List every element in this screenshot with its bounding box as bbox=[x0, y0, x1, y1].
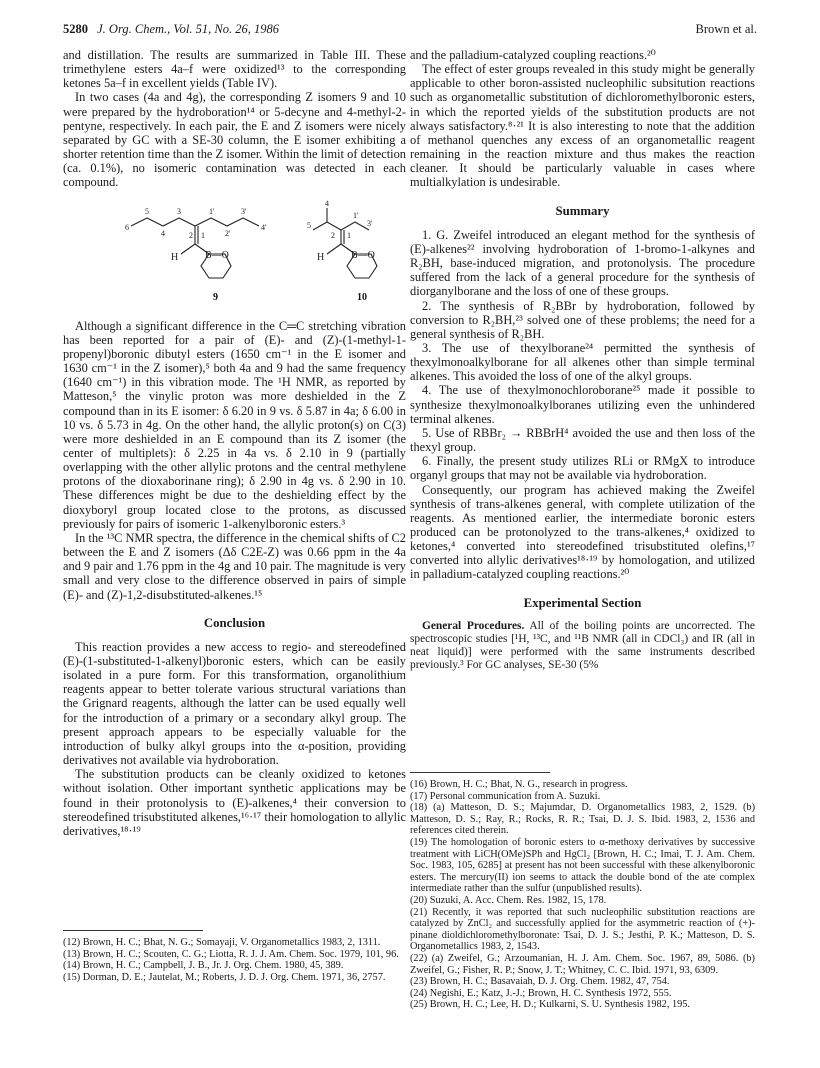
paragraph: Consequently, our program has achieved making the Zweifel synthesis of trans-alkenes general, with complete utilization of the reagents. As mentioned earlier, the intermediate boronic esters produced can be protonolyzed to the trans-alkenes,⁴ oxidized to ketones,⁴ converted into stereodefined trisubstituted olefins,¹⁷ converted into allylic derivatives¹⁸·¹⁹ by homologation, and utilized in palladium-catalyzed coupling reactions.²⁰ bbox=[410, 482, 755, 582]
paragraph: and distillation. The results are summarized in Table III. These trimethylene esters 4a–f were oxidized¹³ to the corresponding ketones 5a–f in excellent yields (Table IV). bbox=[63, 48, 406, 91]
footnote: (13) Brown, H. C.; Scouten, C. G.; Liotta, R. J. J. Am. Chem. Soc. 1979, 101, 96. bbox=[63, 948, 399, 960]
footnote: (20) Suzuki, A. Acc. Chem. Res. 1982, 15, 178. bbox=[410, 894, 607, 906]
compound-number-9: 9 bbox=[213, 291, 218, 303]
summary-item: 3. The use of thexylborane²⁴ permitted the synthesis of thexylmonoalkylborane for all alkenes other than simple terminal alkenes. This avoided the loss of one of the alkyl groups. bbox=[410, 340, 755, 384]
summary-item: 5. Use of RBBr₂ → RBBrH⁴ avoided the use and then loss of the thexyl group. bbox=[410, 425, 755, 455]
run-in-heading: General Procedures. bbox=[422, 619, 525, 632]
atom-number: 4 bbox=[161, 228, 165, 238]
paragraph: In the ¹³C NMR spectra, the difference in the chemical shifts of C2 between the E and Z isomers (Δδ C2E-Z) was 0.66 ppm in the 4a and 9 pair and 1.76 ppm in the 4g and 10 pair. The magnitude is very small and very close to the difference observed in pairs of simple (E)- and (Z)-1,2-disubstituted-alkenes.¹⁵ bbox=[63, 530, 406, 602]
atom-number: 1' bbox=[353, 210, 359, 220]
boron-oxygen-label: B—O bbox=[205, 249, 229, 261]
paragraph-text: All of the boiling points are uncorrected. The spectroscopic studies [¹H, ¹³C, and ¹¹B NMR (all in CDCl₃) and IR (all in neat liquid)] were performed with the same instruments described previously.³ For GC analyses, SE-30 (5% bbox=[410, 619, 755, 671]
left-column bbox=[63, 48, 406, 838]
atom-number: 2 bbox=[189, 230, 193, 240]
header-authors: Brown et al. bbox=[695, 22, 757, 36]
page-number: 5280 bbox=[63, 22, 88, 36]
atom-number: 4' bbox=[261, 222, 267, 232]
atom-number: 3' bbox=[241, 206, 247, 216]
journal-citation: J. Org. Chem., Vol. 51, No. 26, 1986 bbox=[97, 22, 279, 36]
footnote: (15) Dorman, D. E.; Jautelat, M.; Roberts, J. D. J. Org. Chem. 1971, 36, 2757. bbox=[63, 971, 386, 983]
footnotes-right bbox=[410, 772, 755, 1011]
atom-number: 6 bbox=[125, 222, 129, 232]
footnote: (24) Negishi, E.; Katz, J.-J.; Brown, H. C. Synthesis 1972, 555. bbox=[410, 987, 672, 999]
paragraph: Although a significant difference in the C═C stretching vibration has been reported for a pair of (E)- and (Z)-(1-methyl-1-propenyl)boronic dibutyl esters (1650 cm⁻¹ in the E isomer and 1630 cm⁻¹ in the Z isomer),⁵ both 4a and 9 had the same frequency (1640 cm⁻¹) in this vibration mode. The ¹H NMR, as reported by Matteson,⁵ the vinylic proton was more deshielded in the Z compound than in its E isomer: δ 6.20 in 9 vs. δ 5.87 in 4a; δ 6.00 in 10 vs. δ 5.73 in 4g. On the other hand, the allylic proton(s) on C(3) were more deshielded in an E compound than its Z isomer (the center of multiplets): δ 2.25 in 4a vs. δ 2.10 in 9 (partially overlapping with the other allylic protons and the central methylene protons of the dioxaborinane ring); δ 2.90 in 4g vs. δ 2.90 in 10. These differences might be due to the deshielding effect by the dioxyboryl group located close to the protons, as discussed previously for pairs of isomeric 1-alkenylboronic esters.³ bbox=[63, 318, 406, 531]
footnote: (14) Brown, H. C.; Campbell, J. B., Jr. J. Org. Chem. 1980, 45, 389. bbox=[63, 960, 344, 972]
footnote: (25) Brown, H. C.; Lee, H. D.; Kulkarni, S. U. Synthesis 1982, 195. bbox=[410, 999, 691, 1011]
paragraph: The effect of ester groups revealed in this study might be generally applicable to other boron-assisted nucleophilic subsitution reactions such as organometallic substitution of dichloromethylboronic esters, in which the reported yields of the substitution products are not always satisfactory.⁸·²¹ It is also interesting to note that the addition of methanol quenches any excess of an organometallic reagent remaining in the reaction mixture and thus makes the reaction cleaner. It should be particularly valuable in cases where multialkylation is undesirable. bbox=[410, 62, 755, 190]
summary-item: 4. The use of thexylmonochloroborane²⁵ made it possible to synthesize thexylmonoalkylboranes utilizing even the unhindered terminal alkenes. bbox=[410, 383, 755, 426]
footnote: (19) The homologation of boronic esters to α-methoxy derivatives by successive treatment with LiCH(OMe)SPh and HgCl₂ [Brown, H. C.; Imai, T. J. Am. Chem. Soc. 1983, 105, 6285] at present has not been successful with these alkenylboronic esters. The mercury(II) ion seems to attack the double bond of the ate complex intermediate rather than the sulfur (unpublished results). bbox=[410, 836, 755, 895]
footnote: (12) Brown, H. C.; Bhat, N. G.; Somayaji, V. Organometallics 1983, 2, 1311. bbox=[63, 937, 381, 948]
footnote: (18) (a) Matteson, D. S.; Majumdar, D. Organometallics 1983, 2, 1529. (b) Matteson, D. S.; Ray, R.; Rocks, R. R.; Tsai, D. J. S. Ibid. 1983, 2, 1536 and references cited therein. bbox=[410, 802, 755, 837]
atom-number: 4 bbox=[325, 198, 329, 208]
running-header bbox=[63, 22, 757, 42]
right-column bbox=[410, 48, 755, 672]
atom-number: 2 bbox=[331, 230, 335, 240]
footnote: (23) Brown, H. C.; Basavaiah, D. J. Org. Chem. 1982, 47, 754. bbox=[410, 976, 670, 988]
header-left bbox=[63, 22, 279, 37]
summary-item: 2. The synthesis of R₂BBr by hydroboration, followed by conversion to R₂BH,²³ solved one of these problems; the need for a general synthesis of R₂BH. bbox=[410, 298, 755, 341]
structure-drawing bbox=[63, 196, 406, 311]
footnotes-left bbox=[63, 930, 406, 983]
atom-number: 1 bbox=[347, 230, 351, 240]
hydrogen-label: H bbox=[171, 251, 179, 263]
paragraph bbox=[410, 620, 755, 672]
compound-number-10: 10 bbox=[357, 291, 367, 303]
paragraph: This reaction provides a new access to regio- and stereodefined (E)-(1-substituted-1-alkenyl)boronic esters, which can be easily isolated in a pure form. For this transformation, organolithium reagents appear to better tolerate various structural variations than the Grignard reagents, although the latter can be used equally well for the introduction of a primary or a secondary alkyl group. The present approach appears to be especially valuable for the introduction of bulky alkyl groups into the α-position, providing derivatives not available via hydroboration. bbox=[63, 639, 406, 768]
atom-number: 1 bbox=[201, 230, 205, 240]
experimental-heading: Experimental Section bbox=[523, 595, 642, 610]
footnote-rule bbox=[63, 930, 203, 931]
atom-number: 1' bbox=[209, 206, 215, 216]
hydrogen-label: H bbox=[317, 251, 325, 263]
footnote-rule bbox=[410, 772, 550, 773]
footnote: (17) Personal communication from A. Suzuki. bbox=[410, 790, 601, 802]
atom-number: 5 bbox=[307, 220, 311, 230]
atom-number: 3' bbox=[367, 218, 373, 228]
chemical-structures-figure bbox=[63, 196, 406, 311]
footnote: (21) Recently, it was reported that such nucleophilic substitution reactions are catalyzed by ZnCl₂ and successfully applied for the asymmetric reaction of (+)-pinane dioldichloromethylboronate: Tsai, D. J. S.; Jesthi, P. K.; Matteson, D. S. Organometallics 1983, 2, 1543. bbox=[410, 906, 755, 953]
atom-number: 2' bbox=[225, 228, 231, 238]
summary-item: 6. Finally, the present study utilizes RLi or RMgX to introduce organyl groups that may not be available via hydroboration. bbox=[410, 454, 755, 483]
paragraph: and the palladium-catalyzed coupling reactions.²⁰ bbox=[410, 48, 656, 62]
summary-item: 1. G. Zweifel introduced an elegant method for the synthesis of (E)-alkenes²² involving hydroboration of 1-bromo-1-alkynes and R₂BH, base-induced migration, and protonolysis. The procedure suffered from the lack of a general procedure for the synthesis of diorganylborane and the loss of one of these groups. bbox=[410, 227, 755, 299]
footnote: (16) Brown, H. C.; Bhat, N. G., research in progress. bbox=[410, 779, 628, 790]
paragraph: In two cases (4a and 4g), the corresponding Z isomers 9 and 10 were prepared by the hydroboration¹⁴ or 5-decyne and 4-methyl-2-pentyne, respectively. In each pair, the E and Z isomers were nicely separated by GC with a SE-30 column, the E isomer exhibiting a shorter retention time than the Z isomer. Within the limit of detection (ca. 0.1%), no isomeric contamination was detected in each compound. bbox=[63, 90, 406, 190]
conclusion-heading: Conclusion bbox=[203, 615, 266, 630]
paragraph: The substitution products can be cleanly oxidized to ketones without isolation. Other important synthetic applications may be found in their protonolysis to (E)-alkenes,⁴ their conversion to stereodefined trisubstituted alkenes,¹⁶·¹⁷ their homologation to allylic derivatives,¹⁸·¹⁹ bbox=[63, 767, 406, 838]
footnote: (22) (a) Zweifel, G.; Arzoumanian, H. J. Am. Chem. Soc. 1967, 89, 5086. (b) Zweifel, G.; Fisher, R. P.; Snow, J. T.; Whitney, C. C. Ibid. 1971, 93, 6309. bbox=[410, 952, 755, 976]
atom-number: 5 bbox=[145, 206, 149, 216]
summary-heading: Summary bbox=[555, 203, 610, 218]
atom-number: 3 bbox=[177, 206, 181, 216]
boron-oxygen-label: B—O bbox=[351, 249, 375, 261]
